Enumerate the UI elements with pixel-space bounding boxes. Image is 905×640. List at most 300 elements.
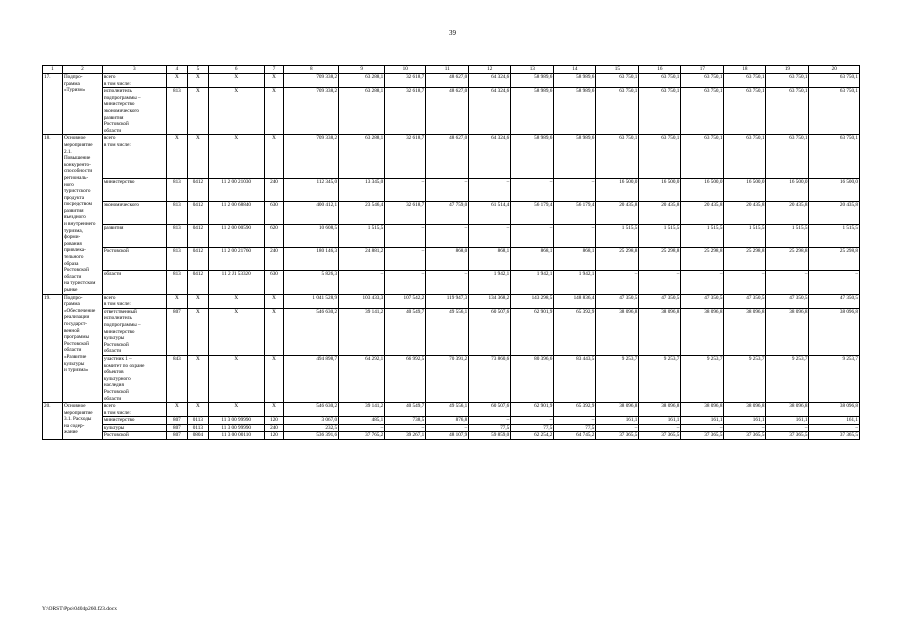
amount-cell: 38 096,8 bbox=[724, 403, 766, 417]
executor-line: Ростовской bbox=[103, 388, 129, 395]
vr-code: 240 bbox=[264, 248, 284, 271]
grbs-code: 807 bbox=[166, 432, 187, 440]
executor-cell bbox=[102, 88, 166, 135]
amount-cell: 77,5 bbox=[511, 424, 554, 432]
csr-code: 11 3 00 00110 bbox=[208, 432, 264, 440]
executor-line: Ростовской bbox=[103, 432, 129, 439]
executor-line: всего bbox=[103, 294, 116, 301]
item-name bbox=[62, 74, 102, 135]
amount-cell: 65 392,9 bbox=[554, 403, 596, 417]
amount-cell: 63 750,1 bbox=[724, 88, 766, 135]
amount-cell: 48 627,0 bbox=[426, 74, 469, 88]
executor-line: подпрограммы – bbox=[103, 94, 141, 101]
grbs-code: 807 bbox=[166, 424, 187, 432]
csr-code: Х bbox=[208, 135, 264, 178]
amount-cell: 63 750,1 bbox=[681, 74, 724, 88]
amount-cell: – bbox=[511, 178, 554, 201]
executor-line: области bbox=[103, 348, 122, 355]
csr-code: 11 2 00 68840 bbox=[208, 201, 264, 224]
vr-code: 240 bbox=[264, 178, 284, 201]
column-number: 3 bbox=[102, 66, 166, 74]
vr-code: Х bbox=[264, 308, 284, 355]
item-name-line: государст- bbox=[63, 320, 87, 327]
item-name-line: жание bbox=[63, 429, 78, 436]
grbs-code: 807 bbox=[166, 417, 187, 425]
item-name-line: 3.1. Расходы bbox=[63, 416, 92, 423]
amount-cell: 47 350,5 bbox=[724, 294, 766, 308]
executor-line: всего bbox=[103, 403, 116, 410]
amount-cell: 9 253,7 bbox=[639, 355, 681, 402]
executor-cell bbox=[102, 248, 166, 271]
item-name-line: «Обеспечение bbox=[63, 307, 96, 314]
item-name-line: области bbox=[63, 273, 82, 280]
grbs-code: 813 bbox=[166, 201, 187, 224]
item-name-line: посредством bbox=[63, 201, 92, 208]
table-row bbox=[43, 178, 860, 201]
executor-line: министерство bbox=[103, 328, 135, 335]
executor-line: области bbox=[103, 395, 122, 402]
amount-cell: 5 826,3 bbox=[284, 271, 339, 294]
amount-cell: 63 750,1 bbox=[596, 74, 639, 88]
amount-cell: 63 750,1 bbox=[681, 88, 724, 135]
vr-code: 120 bbox=[264, 417, 284, 425]
amount-cell: 62 901,9 bbox=[511, 308, 554, 355]
executor-line: культуры bbox=[103, 335, 125, 342]
executor-line: всего bbox=[103, 74, 116, 80]
amount-cell: 494 898,7 bbox=[284, 355, 339, 402]
amount-cell: 536 391,6 bbox=[284, 432, 339, 440]
amount-cell: – bbox=[511, 225, 554, 248]
table-row bbox=[43, 424, 860, 432]
amount-cell: – bbox=[554, 178, 596, 201]
item-name-line: и внутреннего bbox=[63, 221, 96, 228]
amount-cell: 25 298,8 bbox=[639, 248, 681, 271]
amount-cell: 38 096,8 bbox=[809, 403, 860, 417]
vr-code: Х bbox=[264, 294, 284, 308]
executor-line: объектов bbox=[103, 369, 124, 376]
column-number: 16 bbox=[639, 66, 681, 74]
amount-cell: – bbox=[639, 271, 681, 294]
amount-cell: 60 507,6 bbox=[469, 403, 511, 417]
table-row bbox=[43, 88, 860, 135]
rzpr-code: 0412 bbox=[187, 201, 208, 224]
executor-cell bbox=[102, 74, 166, 88]
item-name-line: продукта bbox=[63, 194, 85, 201]
item-number: 20. bbox=[43, 403, 63, 440]
amount-cell: 56 179,4 bbox=[554, 201, 596, 224]
amount-cell: 62 901,9 bbox=[511, 403, 554, 417]
amount-cell: 64 324,6 bbox=[469, 135, 511, 178]
item-name bbox=[62, 135, 102, 294]
executor-line: культурного bbox=[103, 375, 131, 382]
grbs-code: 813 bbox=[166, 178, 187, 201]
vr-code: 620 bbox=[264, 225, 284, 248]
amount-cell: 58 989,6 bbox=[511, 88, 554, 135]
item-name-line: программы bbox=[63, 334, 89, 341]
amount-cell: 70 391,2 bbox=[426, 355, 469, 402]
amount-cell: 709 338,2 bbox=[284, 74, 339, 88]
amount-cell: – bbox=[385, 225, 426, 248]
amount-cell: 10 608,5 bbox=[284, 225, 339, 248]
item-name-line: образа bbox=[63, 260, 79, 267]
amount-cell: 16 500,0 bbox=[639, 178, 681, 201]
amount-cell: 48 107,9 bbox=[426, 432, 469, 440]
executor-line: экономического bbox=[103, 107, 140, 114]
page-number: 39 bbox=[449, 29, 456, 37]
amount-cell: – bbox=[809, 271, 860, 294]
amount-cell: 48 627,0 bbox=[426, 88, 469, 135]
amount-cell: 63 750,1 bbox=[596, 88, 639, 135]
amount-cell: 9 253,7 bbox=[766, 355, 809, 402]
amount-cell: 38 096,8 bbox=[724, 308, 766, 355]
vr-code: 630 bbox=[264, 201, 284, 224]
csr-code: 11 2 J1 53320 bbox=[208, 271, 264, 294]
amount-cell: – bbox=[426, 271, 469, 294]
amount-cell: 56 179,4 bbox=[511, 201, 554, 224]
amount-cell: 39 141,2 bbox=[339, 308, 385, 355]
amount-cell: 25 298,8 bbox=[809, 248, 860, 271]
item-name-line: области bbox=[63, 347, 82, 354]
executor-cell bbox=[102, 432, 166, 440]
csr-code: 11 2 00 21030 bbox=[208, 178, 264, 201]
amount-cell: 9 253,7 bbox=[681, 355, 724, 402]
amount-cell: 40 549,7 bbox=[385, 308, 426, 355]
amount-cell: 161,1 bbox=[809, 417, 860, 425]
amount-cell: 58 989,6 bbox=[554, 88, 596, 135]
amount-cell: 1 515,5 bbox=[724, 225, 766, 248]
amount-cell: 20 435,8 bbox=[766, 201, 809, 224]
amount-cell: 38 096,8 bbox=[639, 403, 681, 417]
column-number: 10 bbox=[385, 66, 426, 74]
item-name-line: тельного bbox=[63, 254, 84, 261]
amount-cell: 161,1 bbox=[639, 417, 681, 425]
column-number: 13 bbox=[511, 66, 554, 74]
amount-cell: 38 096,8 bbox=[596, 403, 639, 417]
amount-cell: 63 750,1 bbox=[766, 135, 809, 178]
column-number: 4 bbox=[166, 66, 187, 74]
amount-cell: 63 750,1 bbox=[766, 88, 809, 135]
item-name-line: Подпро- bbox=[63, 74, 83, 80]
executor-line: развития bbox=[103, 225, 124, 231]
amount-cell: – bbox=[426, 424, 469, 432]
executor-cell bbox=[102, 424, 166, 432]
amount-cell: 37 365,5 bbox=[681, 432, 724, 440]
amount-cell: – bbox=[554, 225, 596, 248]
grbs-code: Х bbox=[166, 294, 187, 308]
grbs-code: 843 bbox=[166, 355, 187, 402]
column-number: 19 bbox=[766, 66, 809, 74]
rzpr-code: 0804 bbox=[187, 432, 208, 440]
amount-cell: 63 750,1 bbox=[809, 74, 860, 88]
amount-cell: 20 435,8 bbox=[724, 201, 766, 224]
amount-cell: 77,5 bbox=[469, 424, 511, 432]
vr-code: 630 bbox=[264, 271, 284, 294]
amount-cell: 112 345,0 bbox=[284, 178, 339, 201]
table-row bbox=[43, 308, 860, 355]
column-number: 2 bbox=[62, 66, 102, 74]
csr-code: Х bbox=[208, 308, 264, 355]
executor-line: Ростовской bbox=[103, 341, 129, 348]
amount-cell: – bbox=[385, 248, 426, 271]
table-row bbox=[43, 201, 860, 224]
executor-line: области bbox=[103, 127, 122, 134]
amount-cell: 63 750,1 bbox=[724, 74, 766, 88]
amount-cell: 161,1 bbox=[724, 417, 766, 425]
amount-cell: 709 338,2 bbox=[284, 88, 339, 135]
column-number: 1 bbox=[43, 66, 63, 74]
amount-cell: 64 324,6 bbox=[469, 88, 511, 135]
amount-cell: 77,5 bbox=[554, 424, 596, 432]
vr-code: 240 bbox=[264, 424, 284, 432]
amount-cell: 38 096,8 bbox=[766, 403, 809, 417]
amount-cell: 232,5 bbox=[284, 424, 339, 432]
grbs-code: 813 bbox=[166, 271, 187, 294]
grbs-code: Х bbox=[166, 74, 187, 88]
column-number: 11 bbox=[426, 66, 469, 74]
amount-cell: 47 350,5 bbox=[639, 294, 681, 308]
amount-cell: 63 288,1 bbox=[339, 135, 385, 178]
table-row bbox=[43, 432, 860, 440]
executor-cell bbox=[102, 225, 166, 248]
column-number: 5 bbox=[187, 66, 208, 74]
amount-cell: 16 500,0 bbox=[681, 178, 724, 201]
amount-cell: – bbox=[469, 178, 511, 201]
executor-cell bbox=[102, 294, 166, 308]
rzpr-code: 0412 bbox=[187, 178, 208, 201]
amount-cell: 103 433,3 bbox=[339, 294, 385, 308]
rzpr-code: 0412 bbox=[187, 271, 208, 294]
amount-cell: 16 500,0 bbox=[809, 178, 860, 201]
amount-cell: 39 141,2 bbox=[339, 403, 385, 417]
column-number: 20 bbox=[809, 66, 860, 74]
executor-line: министерство bbox=[103, 101, 135, 108]
executor-line: экономического bbox=[103, 201, 140, 208]
amount-cell: 63 750,1 bbox=[724, 135, 766, 178]
item-name-line: культуры bbox=[63, 360, 85, 367]
column-number: 15 bbox=[596, 66, 639, 74]
amount-cell: 64 324,6 bbox=[469, 74, 511, 88]
amount-cell: 73 860,6 bbox=[469, 355, 511, 402]
amount-cell: 37 765,2 bbox=[339, 432, 385, 440]
item-name-line: Ростовской bbox=[63, 267, 89, 274]
item-name-line: Основное bbox=[63, 135, 86, 142]
amount-cell: 16 500,0 bbox=[724, 178, 766, 201]
grbs-code: 813 bbox=[166, 225, 187, 248]
item-name-line: привлека- bbox=[63, 247, 86, 254]
amount-cell: 1 515,5 bbox=[639, 225, 681, 248]
amount-cell: 1 942,1 bbox=[554, 271, 596, 294]
amount-cell: 37 365,5 bbox=[766, 432, 809, 440]
rzpr-code: 0113 bbox=[187, 417, 208, 425]
column-number: 8 bbox=[284, 66, 339, 74]
executor-line: комитет по охране bbox=[103, 362, 145, 369]
amount-cell: – bbox=[724, 424, 766, 432]
column-number-row bbox=[43, 66, 860, 74]
vr-code: Х bbox=[264, 135, 284, 178]
amount-cell: 25 298,8 bbox=[681, 248, 724, 271]
amount-cell: 119 947,3 bbox=[426, 294, 469, 308]
executor-line: области bbox=[103, 271, 122, 278]
executor-line: в том числе: bbox=[103, 141, 131, 148]
csr-code: Х bbox=[208, 355, 264, 402]
amount-cell: 38 096,8 bbox=[596, 308, 639, 355]
amount-cell: 20 435,8 bbox=[596, 201, 639, 224]
item-name-line: Основное bbox=[63, 403, 86, 410]
amount-cell: 37 365,5 bbox=[809, 432, 860, 440]
amount-cell: 868,1 bbox=[554, 248, 596, 271]
amount-cell: – bbox=[385, 178, 426, 201]
executor-line: в том числе: bbox=[103, 80, 131, 87]
executor-line: исполнитель bbox=[103, 315, 132, 322]
executor-cell bbox=[102, 417, 166, 425]
amount-cell: – bbox=[426, 178, 469, 201]
table-row bbox=[43, 225, 860, 248]
amount-cell: 62 254,2 bbox=[511, 432, 554, 440]
executor-cell bbox=[102, 178, 166, 201]
amount-cell: 64 292,1 bbox=[339, 355, 385, 402]
amount-cell: 83 443,5 bbox=[554, 355, 596, 402]
amount-cell: 38 096,8 bbox=[766, 308, 809, 355]
amount-cell: 32 618,7 bbox=[385, 74, 426, 88]
amount-cell: 37 365,5 bbox=[724, 432, 766, 440]
amount-cell: – bbox=[724, 271, 766, 294]
amount-cell: 61 514,4 bbox=[469, 201, 511, 224]
amount-cell: 738,5 bbox=[385, 417, 426, 425]
item-name-line: мероприятие bbox=[63, 141, 93, 148]
csr-code: 11 3 00 99990 bbox=[208, 417, 264, 425]
amount-cell: 63 750,1 bbox=[639, 74, 681, 88]
executor-cell bbox=[102, 135, 166, 178]
grbs-code: 813 bbox=[166, 88, 187, 135]
executor-line: в том числе: bbox=[103, 409, 131, 416]
amount-cell: 23 546,4 bbox=[339, 201, 385, 224]
item-name-line: туристского bbox=[63, 188, 91, 195]
item-name-line: способности bbox=[63, 168, 93, 175]
amount-cell: 868,1 bbox=[469, 248, 511, 271]
item-name-line: и туризма» bbox=[63, 367, 89, 374]
amount-cell: – bbox=[469, 225, 511, 248]
item-name-line: ного bbox=[63, 181, 74, 188]
amount-cell: – bbox=[511, 417, 554, 425]
item-name bbox=[62, 294, 102, 403]
amount-cell: 25 298,8 bbox=[724, 248, 766, 271]
rzpr-code: 0412 bbox=[187, 225, 208, 248]
rzpr-code: 0412 bbox=[187, 248, 208, 271]
amount-cell: 180 146,3 bbox=[284, 248, 339, 271]
table-row bbox=[43, 403, 860, 417]
table-row bbox=[43, 74, 860, 88]
csr-code: Х bbox=[208, 74, 264, 88]
item-name-line: грамма bbox=[63, 301, 80, 308]
amount-cell: 3 067,0 bbox=[284, 417, 339, 425]
executor-cell bbox=[102, 201, 166, 224]
amount-cell: 1 041 528,9 bbox=[284, 294, 339, 308]
amount-cell: – bbox=[554, 417, 596, 425]
csr-code: Х bbox=[208, 403, 264, 417]
file-path-footer: Y:\ORST\Ppo\0404p260.f23.docx bbox=[42, 606, 117, 612]
item-name-line: венной bbox=[63, 327, 80, 334]
vr-code: Х bbox=[264, 88, 284, 135]
amount-cell: 58 989,6 bbox=[511, 135, 554, 178]
column-number: 12 bbox=[469, 66, 511, 74]
rzpr-code: 0113 bbox=[187, 424, 208, 432]
item-number: 17. bbox=[43, 74, 63, 135]
column-number: 7 bbox=[264, 66, 284, 74]
amount-cell: 9 253,7 bbox=[724, 355, 766, 402]
amount-cell: 161,1 bbox=[596, 417, 639, 425]
table-row bbox=[43, 417, 860, 425]
amount-cell: 49 556,1 bbox=[426, 308, 469, 355]
grbs-code: Х bbox=[166, 135, 187, 178]
vr-code: 120 bbox=[264, 432, 284, 440]
amount-cell: – bbox=[766, 424, 809, 432]
item-name-line: Ростовской bbox=[63, 340, 89, 347]
amount-cell: 37 365,5 bbox=[596, 432, 639, 440]
amount-cell: 65 392,9 bbox=[554, 308, 596, 355]
amount-cell: 1 942,1 bbox=[469, 271, 511, 294]
amount-cell: – bbox=[469, 417, 511, 425]
amount-cell: – bbox=[639, 424, 681, 432]
amount-cell: 63 288,1 bbox=[339, 74, 385, 88]
rzpr-code: Х bbox=[187, 403, 208, 417]
executor-line: министерство bbox=[103, 178, 135, 185]
amount-cell: 47 350,5 bbox=[681, 294, 724, 308]
item-name-line: форми- bbox=[63, 234, 81, 241]
executor-line: наследия bbox=[103, 382, 124, 389]
amount-cell: 709 338,2 bbox=[284, 135, 339, 178]
executor-line: министерство bbox=[103, 417, 135, 424]
item-name-line: на содер- bbox=[63, 422, 85, 429]
amount-cell: 876,8 bbox=[426, 417, 469, 425]
amount-cell: 63 750,1 bbox=[766, 74, 809, 88]
column-number: 18 bbox=[724, 66, 766, 74]
item-name-line: на туристском bbox=[63, 280, 96, 287]
amount-cell: 9 253,7 bbox=[596, 355, 639, 402]
table-row bbox=[43, 248, 860, 271]
amount-cell: 37 365,5 bbox=[639, 432, 681, 440]
amount-cell: 16 500,0 bbox=[766, 178, 809, 201]
amount-cell: 38 096,8 bbox=[681, 308, 724, 355]
amount-cell: 63 750,1 bbox=[639, 88, 681, 135]
executor-line: всего bbox=[103, 135, 116, 142]
amount-cell: 63 750,1 bbox=[809, 135, 860, 178]
amount-cell: 38 096,8 bbox=[809, 308, 860, 355]
amount-cell: 40 549,7 bbox=[385, 403, 426, 417]
executor-line: культуры bbox=[103, 424, 125, 431]
column-number: 17 bbox=[681, 66, 724, 74]
amount-cell: 58 989,6 bbox=[554, 135, 596, 178]
table-row bbox=[43, 135, 860, 178]
executor-cell bbox=[102, 271, 166, 294]
rzpr-code: Х bbox=[187, 294, 208, 308]
amount-cell: – bbox=[681, 424, 724, 432]
grbs-code: 807 bbox=[166, 308, 187, 355]
item-name-line: региональ- bbox=[63, 174, 89, 181]
amount-cell: 80 396,6 bbox=[511, 355, 554, 402]
amount-cell: 107 542,2 bbox=[385, 294, 426, 308]
amount-cell: 63 750,1 bbox=[639, 135, 681, 178]
amount-cell: 24 881,2 bbox=[339, 248, 385, 271]
executor-line: в том числе: bbox=[103, 301, 131, 308]
csr-code: 11 2 00 21760 bbox=[208, 248, 264, 271]
amount-cell: 66 992,5 bbox=[385, 355, 426, 402]
amount-cell: 1 515,5 bbox=[766, 225, 809, 248]
item-name-line: 2.1. bbox=[63, 148, 72, 155]
amount-cell: 1 515,5 bbox=[339, 225, 385, 248]
grbs-code: 813 bbox=[166, 248, 187, 271]
amount-cell: 20 435,8 bbox=[639, 201, 681, 224]
amount-cell: 1 515,5 bbox=[681, 225, 724, 248]
